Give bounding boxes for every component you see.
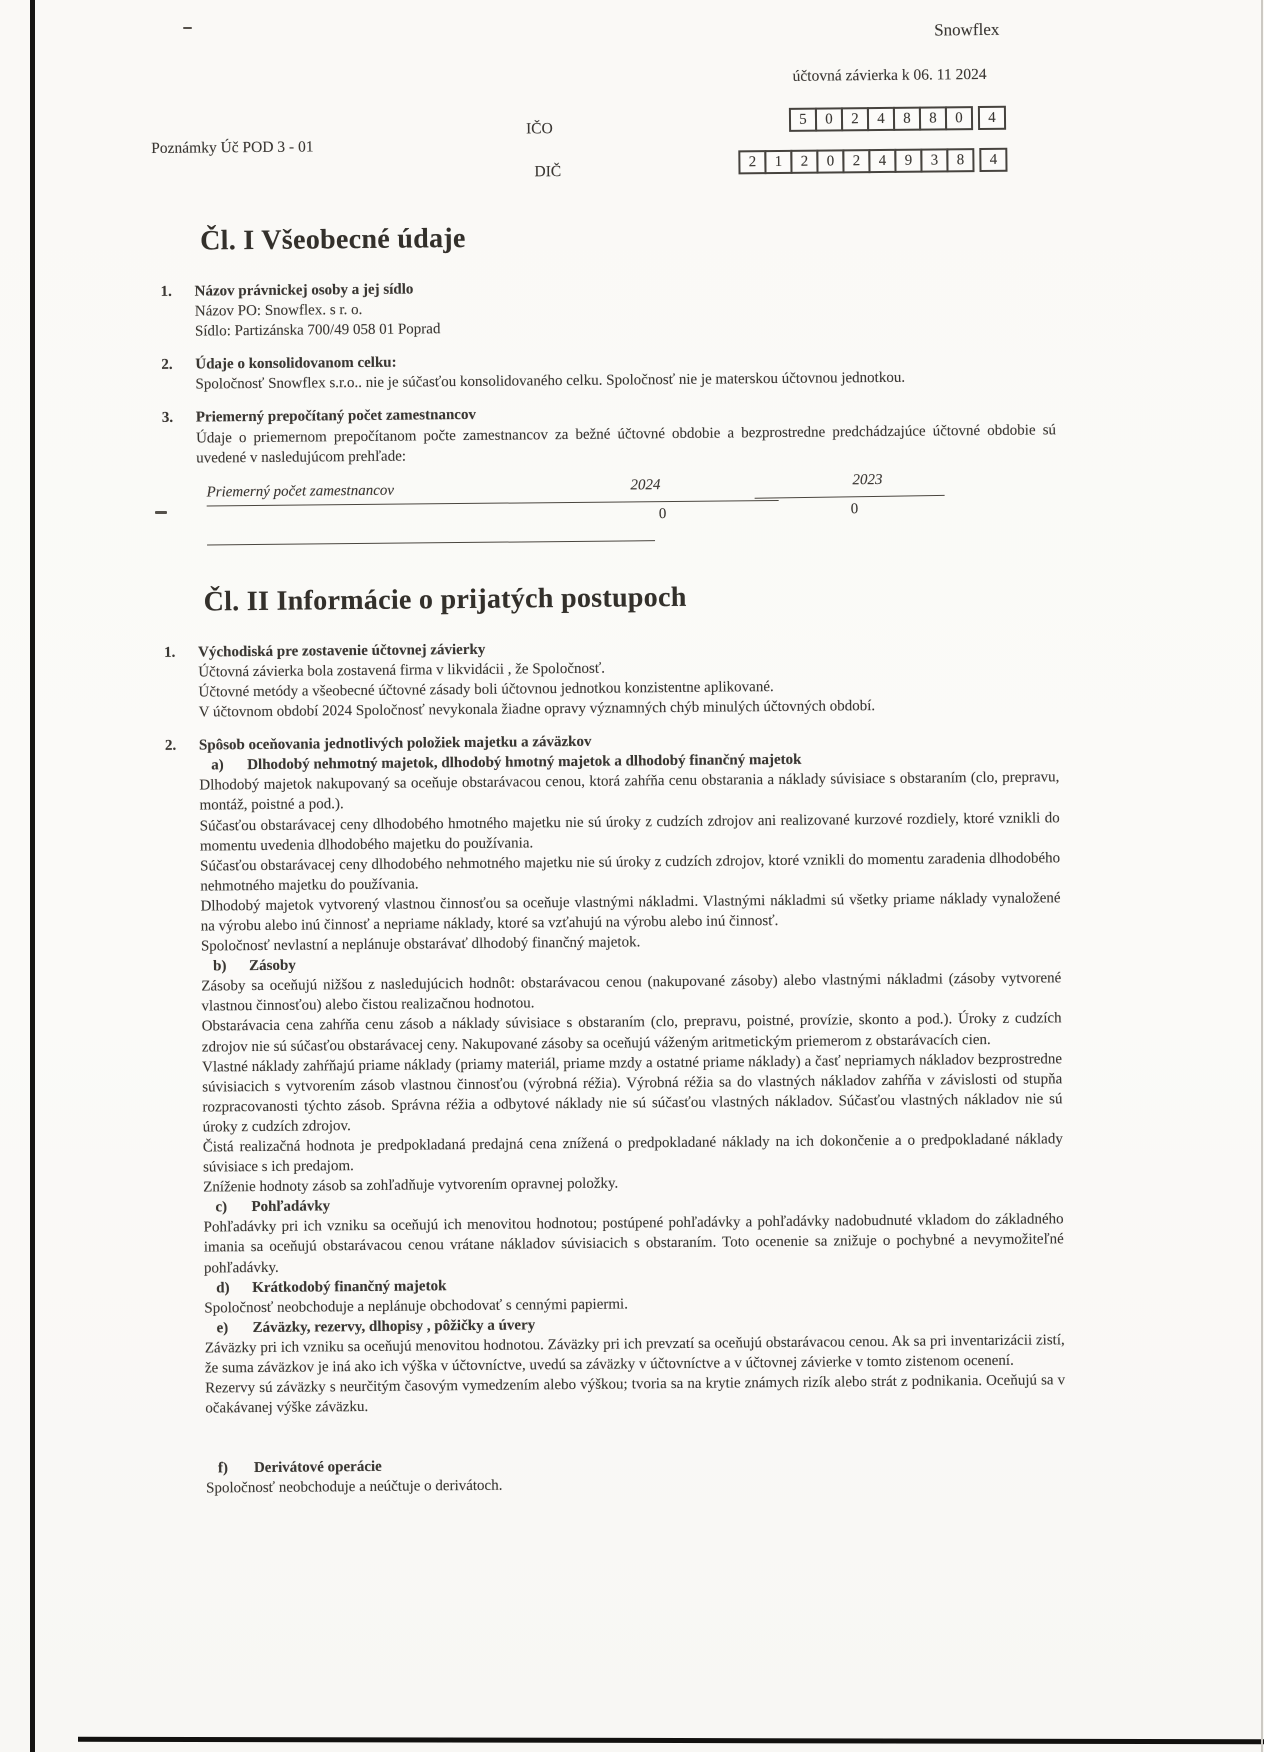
item-line: Názov PO: Snowflex. s r. o. xyxy=(194,302,363,320)
ico-digit: 4 xyxy=(867,107,895,131)
scan-edge-right xyxy=(1261,0,1263,1752)
paragraph: Pohľadávky pri ich vzniku sa oceňujú ich menovitou hodnotou; postúpené pohľadávky a pohľadávky nadobudnuté vkladom do základného imania sa oceňujú obstarávacou cenou vrátane nákladov súvisiacich s obstaraním. Toto ocenenie sa znižuje o pochybné a nevymožiteľné pohľadávky. xyxy=(203,1211,1064,1277)
subsection-e xyxy=(204,1310,1065,1419)
subsection-title: Záväzky, rezervy, dlhopisy , pôžičky a úvery xyxy=(252,1317,536,1336)
document-header xyxy=(148,9,1054,186)
document-content xyxy=(148,9,1066,1512)
item-line: Spoločnosť Snowflex s.r.o.. nie je súčasťou konsolidovaného celku. Spoločnosť nie je materskou účtovnou jednotkou. xyxy=(195,370,906,393)
item-heading: Priemerný prepočítaný počet zamestnancov xyxy=(195,407,476,427)
article-2-title: Čl. II Informácie o prijatých postupoch xyxy=(203,581,687,618)
subsection-letter: e) xyxy=(216,1320,229,1337)
item-number: 1. xyxy=(164,644,176,661)
item-heading: Spôsob oceňovania jednotlivých položiek majetku a záväzkov xyxy=(198,733,592,754)
company-name: Snowflex xyxy=(934,19,1000,40)
paragraph: Súčasťou obstarávacej ceny dlhodobého nehmotného majetku nie sú úroky z cudzích zdrojov, ktoré vznikli do momentu zaradenia dlhodobého nehmotného majetku do používania. xyxy=(200,849,1061,895)
dic-digit: 2 xyxy=(790,150,818,174)
subsection-f xyxy=(206,1451,1066,1499)
item-number: 3. xyxy=(161,410,174,427)
subsection-letter: a) xyxy=(211,757,224,774)
dic-digit: 2 xyxy=(842,149,870,173)
numbered-item xyxy=(154,634,1059,723)
paragraph: Zásoby sa oceňujú nižšou z nasledujúcich hodnôt: obstarávacou cenou (nakupované zásoby) alebo vlastnými nákladmi (zásoby vytvorené vlastnou činnosťou) alebo čistou realizačnou hodnotou. xyxy=(201,970,1062,1015)
paragraph: Súčasťou obstarávacej ceny dlhodobého hmotného majetku nie sú úroky z cudzích zdrojov ani realizované kurzové rozdiely, ktoré vznikli do momentu uvedenia dlhodobého majetku do používania. xyxy=(199,809,1060,855)
article-1-title: Čl. I Všeobecné údaje xyxy=(199,222,466,257)
dic-digit: 4 xyxy=(979,148,1007,172)
dic-digit: 3 xyxy=(920,148,948,172)
subsection-letter: d) xyxy=(216,1279,230,1297)
item-number: 2. xyxy=(164,737,177,754)
paragraph: Čistá realizačná hodnota je predpokladaná predajná cena znížená o predpokladané náklady na ich dokončenie a o predpokladané náklady súvisiace s ich predajom. xyxy=(202,1131,1063,1176)
subsection-title: Dlhodobý nehmotný majetok, dlhodobý hmotný majetok a dlhodobý finančný majetok xyxy=(247,751,802,774)
paragraph: Vlastné náklady zahŕňajú priame náklady (priamy materiál, priame mzdy a ostatné priame náklady) a časť nepriamych nákladov bezprostredne súvisiacich s vytvorením zásob vlastnou činnosťou (výrobná réžia). Výrobná réžia sa do vlastných nákladov zahŕňa v závislosti od stupňa rozpracovanosti týchto zásob. Správna réžia a odbytové náklady nie sú súčasťou vlastných nákladov. Súčasťou vlastných nákladov nie sú úroky z cudzích zdrojov. xyxy=(201,1050,1063,1136)
dic-digit-boxes xyxy=(738,148,1007,175)
table-rule xyxy=(755,495,945,499)
dic-digit: 2 xyxy=(738,150,766,174)
ico-digit-boxes xyxy=(789,106,1006,132)
dic-digit: 4 xyxy=(868,149,896,173)
paragraph: Dlhodobý majetok nakupovaný sa oceňuje obstarávacou cenou, ktorá zahŕňa cenu obstarania a náklady súvisiace s obstaraním (clo, prepravu, montáž, poistné a pod.). xyxy=(199,769,1060,814)
subsection-title: Zásoby xyxy=(249,957,296,975)
table-rule xyxy=(207,500,779,506)
table-row-label: Priemerný počet zamestnancov xyxy=(206,482,395,501)
item-line: V účtovnom období 2024 Spoločnosť nevykonala žiadne opravy významných chýb minulých účtovných období. xyxy=(198,698,876,721)
paragraph: Rezervy sú záväzky s neurčitým časovým vymedzením alebo výškou; tvoria sa na krytie známych rizík alebo strát z podnikania. Oceňujú sa v očakávanej výške záväzku. xyxy=(205,1372,1066,1417)
closing-date-line: účtovná závierka k 06. 11 2024 xyxy=(792,65,987,85)
subsection-a xyxy=(199,748,1061,957)
col-header-2024: 2024 xyxy=(630,476,661,494)
paragraph: Dlhodobý majetok vytvorený vlastnou činnosťou sa oceňuje vlastnými nákladmi. Vlastnými nákladmi sú všetky priame náklady vynaložené na výrobu alebo inú činnosť a nepriame náklady, ktoré sa vzťahujú na výrobu alebo inú činnosť. xyxy=(200,890,1061,935)
ico-digit: 0 xyxy=(945,106,973,130)
numbered-item xyxy=(151,347,1055,396)
ico-digit: 8 xyxy=(919,106,947,130)
item-number: 1. xyxy=(160,283,172,300)
subsection-c xyxy=(203,1190,1064,1279)
numbered-item xyxy=(152,400,1057,469)
numbered-item xyxy=(155,727,1066,1499)
ico-digit: 5 xyxy=(789,108,817,132)
subsection-letter: f) xyxy=(217,1460,229,1477)
dic-digit: 9 xyxy=(894,149,922,173)
item-number: 2. xyxy=(161,357,173,374)
employee-count-table xyxy=(206,471,1057,568)
subsection-title: Pohľadávky xyxy=(251,1198,331,1216)
item-heading: Údaje o konsolidovanom celku: xyxy=(195,354,397,373)
subsection-title: Derivátové operácie xyxy=(253,1459,382,1477)
subsection-b xyxy=(201,948,1063,1197)
dic-digit: 8 xyxy=(946,148,974,172)
ico-digit: 8 xyxy=(893,107,921,131)
subsection-letter: b) xyxy=(213,958,227,975)
scan-edge-bottom xyxy=(78,1737,1264,1744)
ico-label: IČO xyxy=(526,120,553,138)
dic-digit: 0 xyxy=(816,149,844,173)
subsection-letter: c) xyxy=(215,1199,228,1216)
ico-digit: 4 xyxy=(978,106,1006,130)
paragraph: Spoločnosť neobchoduje a neúčtuje o derivátoch. xyxy=(206,1478,503,1497)
paragraph: Spoločnosť nevlastní a neplánuje obstarávať dlhodobý finančný majetok. xyxy=(200,934,641,955)
paragraph: Spoločnosť neobchoduje a neplánuje obchodovať s cennými papiermi. xyxy=(204,1296,628,1317)
item-line: Účtovné metódy a všeobecné účtovné zásady boli účtovnou jednotkou konzistentne aplikované. xyxy=(198,678,774,701)
scan-edge-left xyxy=(30,0,35,1752)
item-line: Účtovná závierka bola zostavená firma v likvidácii , že Spoločnosť. xyxy=(198,660,606,681)
dic-digit: 1 xyxy=(764,150,792,174)
item-line: Údaje o priemernom prepočítanom počte zamestnancov za bežné účtovné obdobie a bezprostredne predchádzajúce účtovné obdobie sú uvedené v nasledujúcom prehľade: xyxy=(195,421,1057,467)
form-label: Poznámky Úč POD 3 - 01 xyxy=(151,138,314,157)
item-heading: Názov právnickej osoby a jej sídlo xyxy=(194,281,414,300)
subsection-title: Krátkodobý finančný majetok xyxy=(252,1277,447,1296)
dic-label: DIČ xyxy=(534,163,562,181)
paragraph: Záväzky pri ich vzniku sa oceňujú menovitou hodnotou. Záväzky pri ich prevzatí sa oceňujú obstarávacou cenou. Ak sa pri inventarizácii zistí, že suma záväzkov je iná ako ich výška v účtovníctve, uvedú sa záväzky v účtovníctve a v účtovnej závierke v tomto zistenom ocenení. xyxy=(204,1332,1065,1377)
value-2023: 0 xyxy=(850,500,859,518)
numbered-item xyxy=(151,273,1056,342)
paragraph: Obstarávacia cena zahŕňa cenu zásob a náklady súvisiace s obstaraním (clo, prepravu, poistné, provízie, skonto a pod.). Úroky z cudzích zdrojov nie sú súčasťou obstarávacej ceny. Nakupované zásoby sa oceňujú váženým aritmetickým priemerom z obstarávacích cien. xyxy=(201,1010,1062,1056)
value-2024: 0 xyxy=(658,505,667,522)
col-header-2023: 2023 xyxy=(852,471,883,489)
table-rule xyxy=(207,540,655,545)
item-line: Sídlo: Partizánska 700/49 058 01 Poprad xyxy=(194,321,441,340)
ico-digit: 2 xyxy=(841,107,869,131)
item-heading: Východiská pre zostavenie účtovnej závierky xyxy=(198,641,486,661)
paragraph: Zníženie hodnoty zásob sa zohľadňuje vytvorením opravnej položky. xyxy=(203,1175,619,1196)
ico-digit: 0 xyxy=(815,107,843,131)
